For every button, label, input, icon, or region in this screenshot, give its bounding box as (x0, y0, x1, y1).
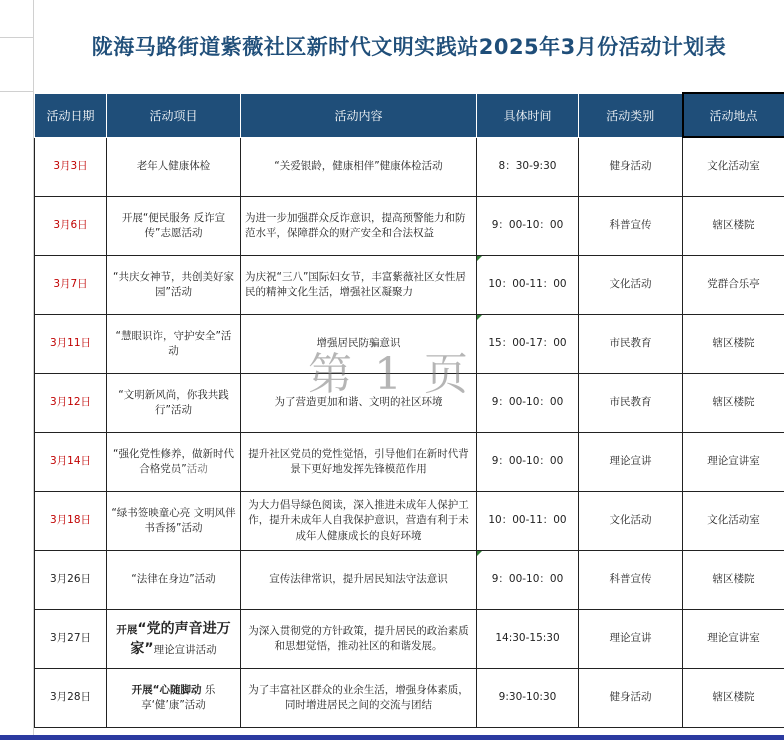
cell-category[interactable]: 理论宣讲 (579, 433, 683, 492)
cell-date[interactable]: 3月14日 (35, 433, 107, 492)
cell-project[interactable]: 老年人健康体检 (107, 137, 241, 197)
cell-time[interactable]: 14:30-15:30 (477, 610, 579, 669)
sheet-gridline (0, 37, 34, 38)
cell-location[interactable]: 辖区楼院 (683, 374, 784, 433)
cell-location[interactable]: 文化活动室 (683, 492, 784, 551)
cell-project[interactable]: “文明新风尚，你我共践行”活动 (107, 374, 241, 433)
cell-location[interactable]: 党群合乐亭 (683, 256, 784, 315)
cell-project[interactable]: “共庆女神节，共创美好家园”活动 (107, 256, 241, 315)
cell-content[interactable]: 增强居民防骗意识 (241, 315, 477, 374)
cell-date[interactable]: 3月7日 (35, 256, 107, 315)
cell-project[interactable]: 开展“便民服务 反诈宣传”志愿活动 (107, 197, 241, 256)
cell-project-prefix: 开展 (116, 623, 138, 636)
sheet-gridline (0, 91, 34, 92)
table-row (35, 315, 784, 374)
cell-project-main: “党的声音进万家” (130, 620, 231, 657)
cell-location[interactable]: 辖区楼院 (683, 551, 784, 610)
header-date[interactable]: 活动日期 (35, 93, 107, 137)
cell-date[interactable]: 3月12日 (35, 374, 107, 433)
cell-time-text: 10：00-11：00 (488, 278, 567, 291)
cell-location[interactable]: 理论宣讲室 (683, 433, 784, 492)
cell-date[interactable]: 3月27日 (35, 610, 107, 669)
cell-category[interactable]: 文化活动 (579, 492, 683, 551)
cell-marker (477, 551, 482, 556)
cell-date[interactable]: 3月11日 (35, 315, 107, 374)
table-row (35, 492, 784, 551)
cell-date[interactable]: 3月3日 (35, 137, 107, 197)
cell-time[interactable]: 10：00-11：00 (477, 492, 579, 551)
table-row (35, 137, 784, 197)
cell-time[interactable]: 9：00-10：00 (477, 433, 579, 492)
activity-plan-table (34, 92, 784, 728)
cell-category[interactable]: 科普宣传 (579, 197, 683, 256)
cell-time[interactable] (477, 551, 579, 610)
cell-date[interactable]: 3月26日 (35, 551, 107, 610)
cell-project[interactable] (107, 669, 241, 728)
table-row (35, 669, 784, 728)
header-location[interactable]: 活动地点 (683, 93, 784, 137)
cell-category[interactable]: 市民教育 (579, 315, 683, 374)
cell-project-tail: 乐享‘健’康”活动 (141, 683, 216, 711)
table-row (35, 256, 784, 315)
cell-category[interactable]: 文化活动 (579, 256, 683, 315)
cell-category[interactable]: 市民教育 (579, 374, 683, 433)
cell-project-tail: 理论宣讲活动 (153, 644, 217, 656)
table-row (35, 551, 784, 610)
cell-project[interactable] (107, 433, 241, 492)
cell-content[interactable]: 为庆祝“三八”国际妇女节，丰富紫薇社区女性居民的精神文化生活，增强社区凝聚力 (241, 256, 477, 315)
header-content[interactable]: 活动内容 (241, 93, 477, 137)
cell-project[interactable] (107, 610, 241, 669)
page-title: 陇海马路街道紫薇社区新时代文明实践站2025年3月份活动计划表 (91, 35, 727, 59)
cell-content[interactable]: 为深入贯彻党的方针政策，提升居民的政治素质和思想觉悟，推动社区的和谐发展。 (241, 610, 477, 669)
cell-date[interactable]: 3月18日 (35, 492, 107, 551)
cell-category[interactable]: 健身活动 (579, 669, 683, 728)
header-category[interactable]: 活动类别 (579, 93, 683, 137)
cell-time-text: 15：00-17：00 (488, 337, 567, 350)
cell-date[interactable]: 3月6日 (35, 197, 107, 256)
table-row (35, 197, 784, 256)
cell-time[interactable] (477, 315, 579, 374)
cell-time[interactable]: 9:30-10:30 (477, 669, 579, 728)
cell-content[interactable]: 为进一步加强群众反诈意识，提高预警能力和防范水平，保障群众的财产安全和合法权益 (241, 197, 477, 256)
cell-content[interactable]: 提升社区党员的党性觉悟，引导他们在新时代背景下更好地发挥先锋模范作用 (241, 433, 477, 492)
cell-location[interactable]: 理论宣讲室 (683, 610, 784, 669)
cell-content[interactable]: 为大力倡导绿色阅读，深入推进未成年人保护工作，提升未成年人自我保护意识，营造有利于未成年人健康成长的良好环境 (241, 492, 477, 551)
page-number-watermark: 第 1 页 (308, 349, 472, 400)
cell-project-main: “强化党性修养，做新时代合格党员” (113, 447, 234, 475)
header-time[interactable]: 具体时间 (477, 93, 579, 137)
cell-date[interactable]: 3月28日 (35, 669, 107, 728)
cell-category[interactable]: 科普宣传 (579, 551, 683, 610)
cell-content[interactable]: 宣传法律常识，提升居民知法守法意识 (241, 551, 477, 610)
table-header-row (35, 93, 784, 137)
cell-location[interactable]: 文化活动室 (683, 137, 784, 197)
cell-location[interactable]: 辖区楼院 (683, 315, 784, 374)
cell-content[interactable]: “关爱银龄，健康相伴”健康体检活动 (241, 137, 477, 197)
bottom-edge-bar (0, 735, 784, 740)
cell-category[interactable]: 理论宣讲 (579, 610, 683, 669)
cell-project[interactable]: “法律在身边”活动 (107, 551, 241, 610)
cell-time-text: 9：00-10：00 (491, 573, 564, 586)
cell-time[interactable]: 9：00-10：00 (477, 374, 579, 433)
cell-time[interactable]: 9：00-10：00 (477, 197, 579, 256)
table-row (35, 433, 784, 492)
cell-project-tail: 活动 (186, 463, 208, 475)
cell-location[interactable]: 辖区楼院 (683, 197, 784, 256)
cell-category[interactable]: 健身活动 (579, 137, 683, 197)
table-row (35, 374, 784, 433)
cell-time[interactable]: 8：30-9:30 (477, 137, 579, 197)
cell-marker (477, 256, 482, 261)
header-project[interactable]: 活动项目 (107, 93, 241, 137)
table-row (35, 610, 784, 669)
cell-marker (477, 315, 482, 320)
cell-location[interactable]: 辖区楼院 (683, 669, 784, 728)
cell-project[interactable]: “绿书签映童心亮 文明风伴书香扬”活动 (107, 492, 241, 551)
cell-time[interactable] (477, 256, 579, 315)
cell-content[interactable]: 为了丰富社区群众的业余生活，增强身体素质，同时增进居民之间的交流与团结 (241, 669, 477, 728)
cell-content[interactable]: 为了营造更加和谐、文明的社区环境 (241, 374, 477, 433)
cell-project[interactable]: “慧眼识诈，守护安全”活动 (107, 315, 241, 374)
cell-project-prefix: 开展“心随脚动 (131, 683, 202, 696)
